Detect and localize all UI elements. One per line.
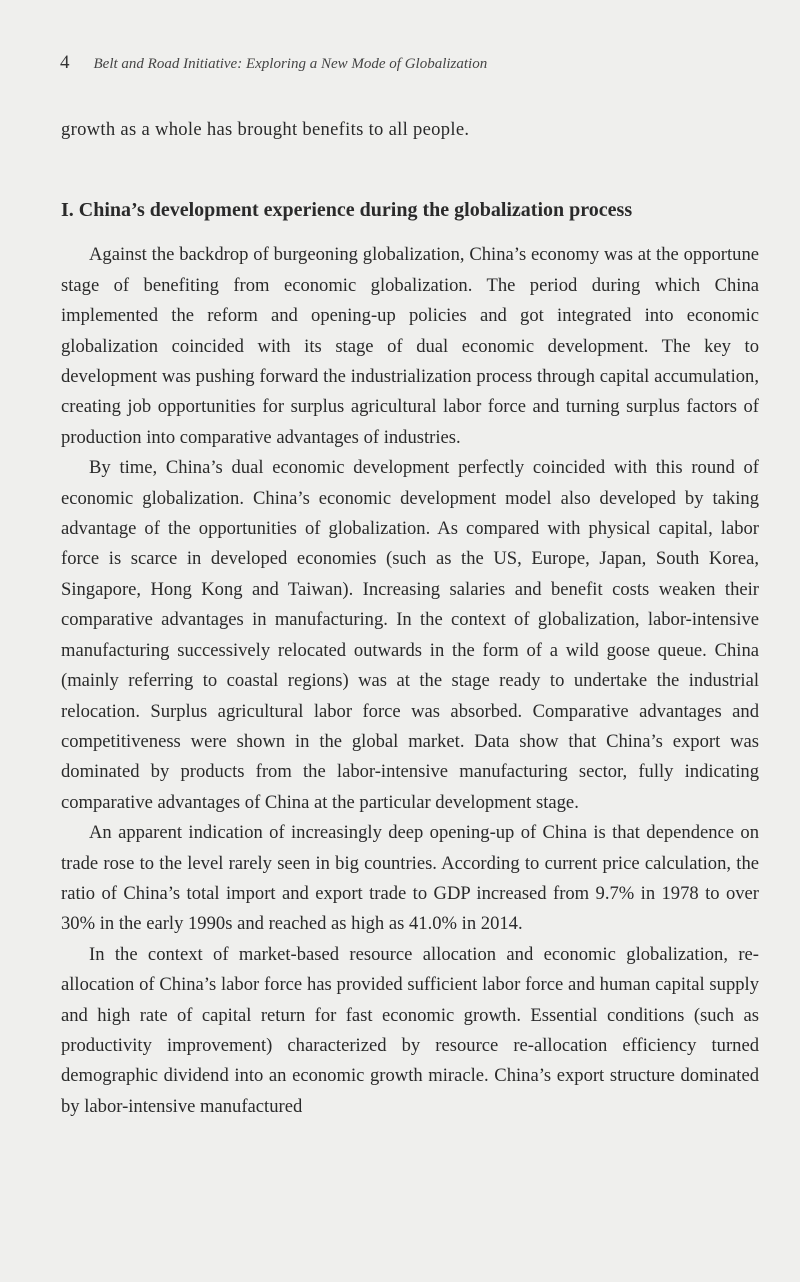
page-body — [61, 115, 759, 1122]
paragraph-2: By time, China’s dual economic development perfectly coincided with this round of economic globalization. China’s economic development model also developed by taking advantage of the opportunities of globalization. As compared with physical capital, labor force is scarce in developed economies (such as the US, Europe, Japan, South Korea, Singapore, Hong Kong and Taiwan). Increasing salaries and benefit costs weaken their comparative advantages in manufacturing. In the context of globalization, labor-intensive manufacturing successively relocated outwards in the form of a wild goose queue. China (mainly referring to coastal regions) was at the stage ready to undertake the industrial relocation. Surplus agricultural labor force was absorbed. Comparative advantages and competitiveness were shown in the global market. Data show that China’s export was dominated by products from the labor-intensive manufacturing sector, fully indicating comparative advantages of China at the particular development stage. — [61, 457, 759, 813]
page-number: 4 — [60, 52, 70, 73]
continued-paragraph: growth as a whole has brought benefits to all people. — [61, 119, 470, 140]
book-title: Belt and Road Initiative: Exploring a New Mode of Globalization — [93, 56, 488, 72]
running-header — [60, 52, 760, 82]
section-heading: I. China’s development experience during the globalization process — [61, 199, 633, 222]
paragraph-3: An apparent indication of increasingly deep opening-up of China is that dependence on trade rose to the level rarely seen in big countries. According to current price calculation, the ratio of China’s total import and export trade to GDP increased from 9.7% in 1978 to over 30% in the early 1990s and reached as high as 41.0% in 2014. — [61, 822, 759, 935]
paragraph-1: Against the backdrop of burgeoning globalization, China’s economy was at the opportune stage of benefiting from economic globalization. The period during which China implemented the reform and opening-up policies and got integrated into economic globalization coincided with its stage of dual economic development. The key to development was pushing forward the industrialization process through capital accumulation, creating job opportunities for surplus agricultural labor force and turning surplus factors of production into comparative advantages of industries. — [61, 244, 759, 448]
paragraph-4: In the context of market-based resource allocation and economic globalization, re-allocation of China’s labor force has provided sufficient labor force and human capital supply and high rate of capital return for fast economic growth. Essential conditions (such as productivity improvement) characterized by resource re-allocation efficiency turned demographic dividend into an economic growth miracle. China’s export structure dominated by labor-intensive manufactured — [61, 943, 759, 1117]
